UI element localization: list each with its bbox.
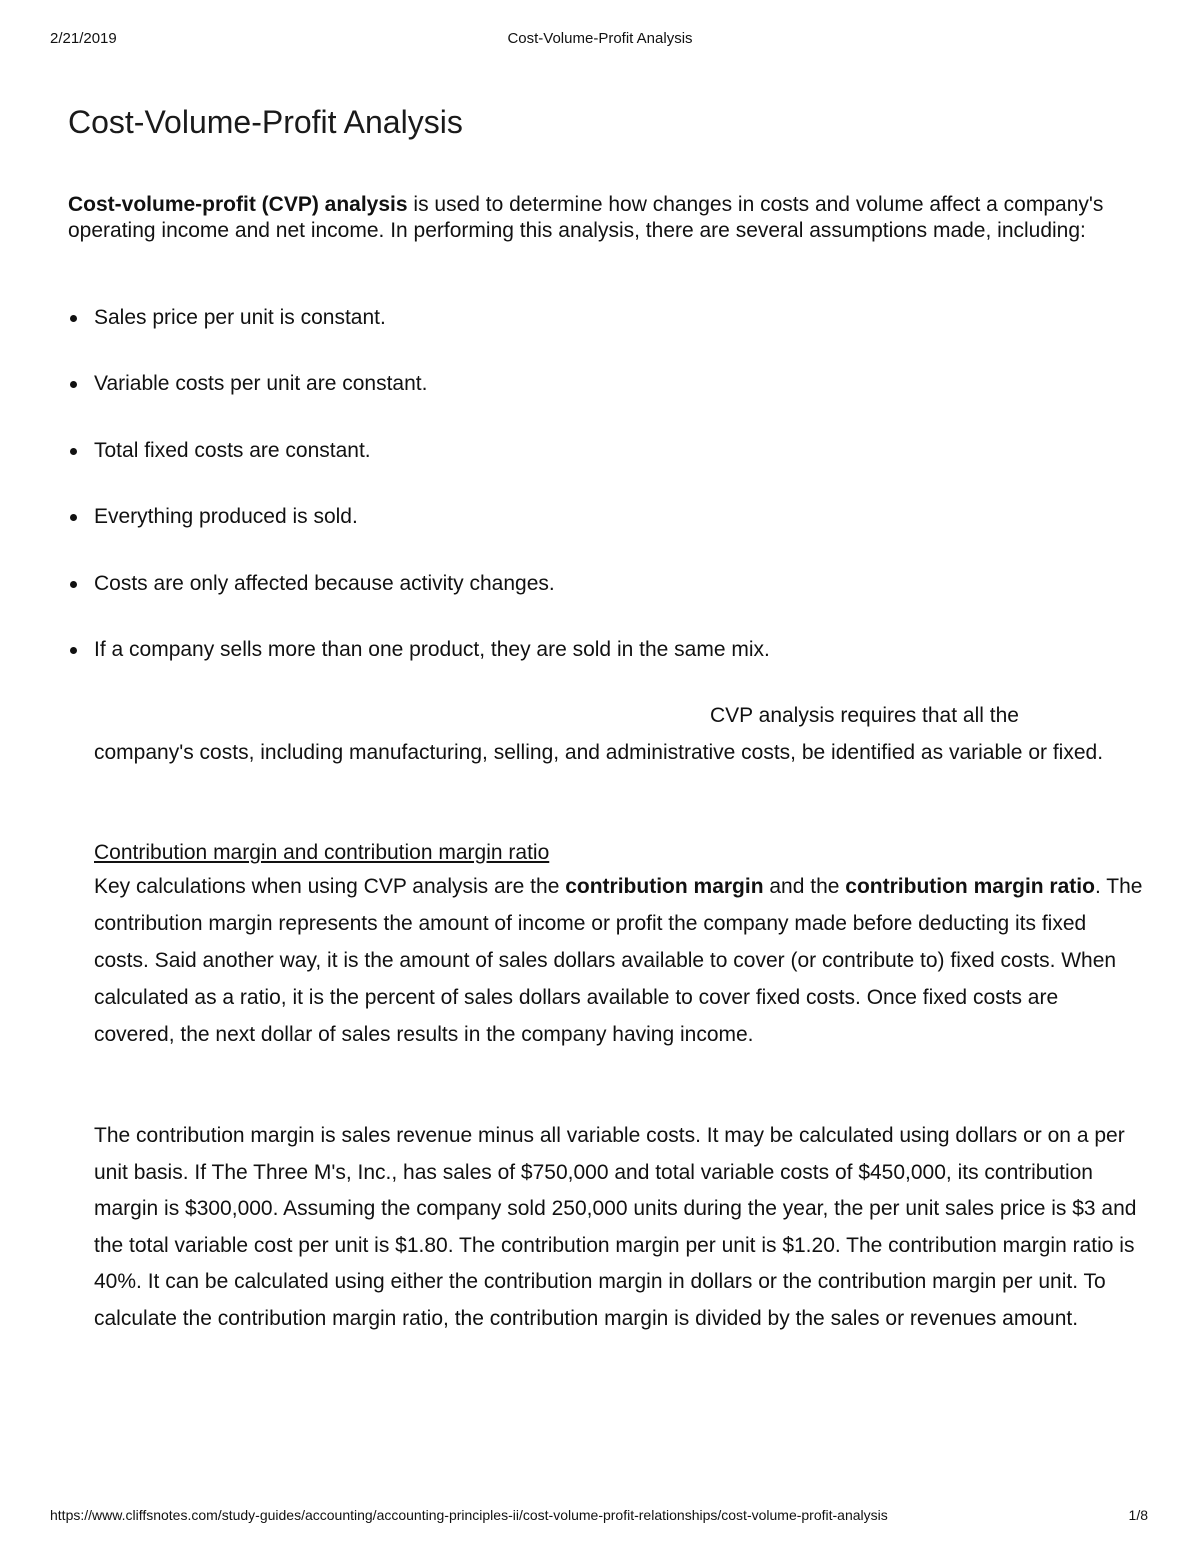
print-page-title: Cost-Volume-Profit Analysis <box>507 30 693 47</box>
list-item: Costs are only affected because activity changes. <box>68 568 770 634</box>
print-date: 2/21/2019 <box>50 30 117 47</box>
term-contribution-margin: contribution margin <box>565 875 764 898</box>
section-text-a: Key calculations when using CVP analysis are the <box>94 875 566 898</box>
cvp-requirement-paragraph <box>94 697 1134 771</box>
list-item: Sales price per unit is constant. <box>68 302 770 368</box>
section-heading: Contribution margin and contribution margin ratio <box>94 841 550 864</box>
list-item: Total fixed costs are constant. <box>68 435 770 501</box>
cvp-requirement-rest: company's costs, including manufacturing, selling, and administrative costs, be identified as variable or fixed. <box>94 741 1104 764</box>
contribution-margin-section <box>94 838 1144 1053</box>
term-contribution-margin-ratio: contribution margin ratio <box>845 875 1095 898</box>
intro-term: Cost-volume-profit (CVP) analysis <box>68 193 408 216</box>
page-number: 1/8 <box>1128 1507 1148 1523</box>
section-text-d: . The contribution margin represents the amount of income or profit the company made before deducting its fixed costs. Said another way, it is the amount of sales dollars available to cover (or contribute to) fixed costs. When calculated as a ratio, it is the percent of sales dollars available to cover fixed costs. Once fixed costs are covered, the next dollar of sales results in the company having income. <box>94 875 1143 1046</box>
list-item: If a company sells more than one product, they are sold in the same mix. <box>68 634 770 700</box>
list-item: Everything produced is sold. <box>68 501 770 567</box>
assumptions-list <box>68 302 770 700</box>
source-url: https://www.cliffsnotes.com/study-guides/accounting/accounting-principles-ii/cost-volume-profit-relationships/cost-volume-profit-analysis <box>50 1507 888 1523</box>
intro-paragraph <box>68 192 1138 244</box>
list-item: Variable costs per unit are constant. <box>68 368 770 434</box>
intro-text: is used to determine how changes in costs and volume affect a company's operating income and net income. In performing this analysis, there are several assumptions made, including: <box>68 193 1104 242</box>
cvp-requirement-line1: CVP analysis requires that all the <box>710 704 1019 727</box>
section-text-c: and the <box>763 875 846 898</box>
contribution-margin-example: The contribution margin is sales revenue minus all variable costs. It may be calculated using dollars or on a per unit basis. If The Three M's, Inc., has sales of $750,000 and total variable costs of $450,000, its contribution margin is $300,000. Assuming the company sold 250,000 units during the year, the per unit sales price is $3 and the total variable cost per unit is $1.80. The contribution margin per unit is $1.20. The contribution margin ratio is 40%. It can be calculated using either the contribution margin in dollars or the contribution margin per unit. To calculate the contribution margin ratio, the contribution margin is divided by the sales or revenues amount. <box>94 1124 1137 1330</box>
page-title: Cost-Volume-Profit Analysis <box>68 104 463 140</box>
